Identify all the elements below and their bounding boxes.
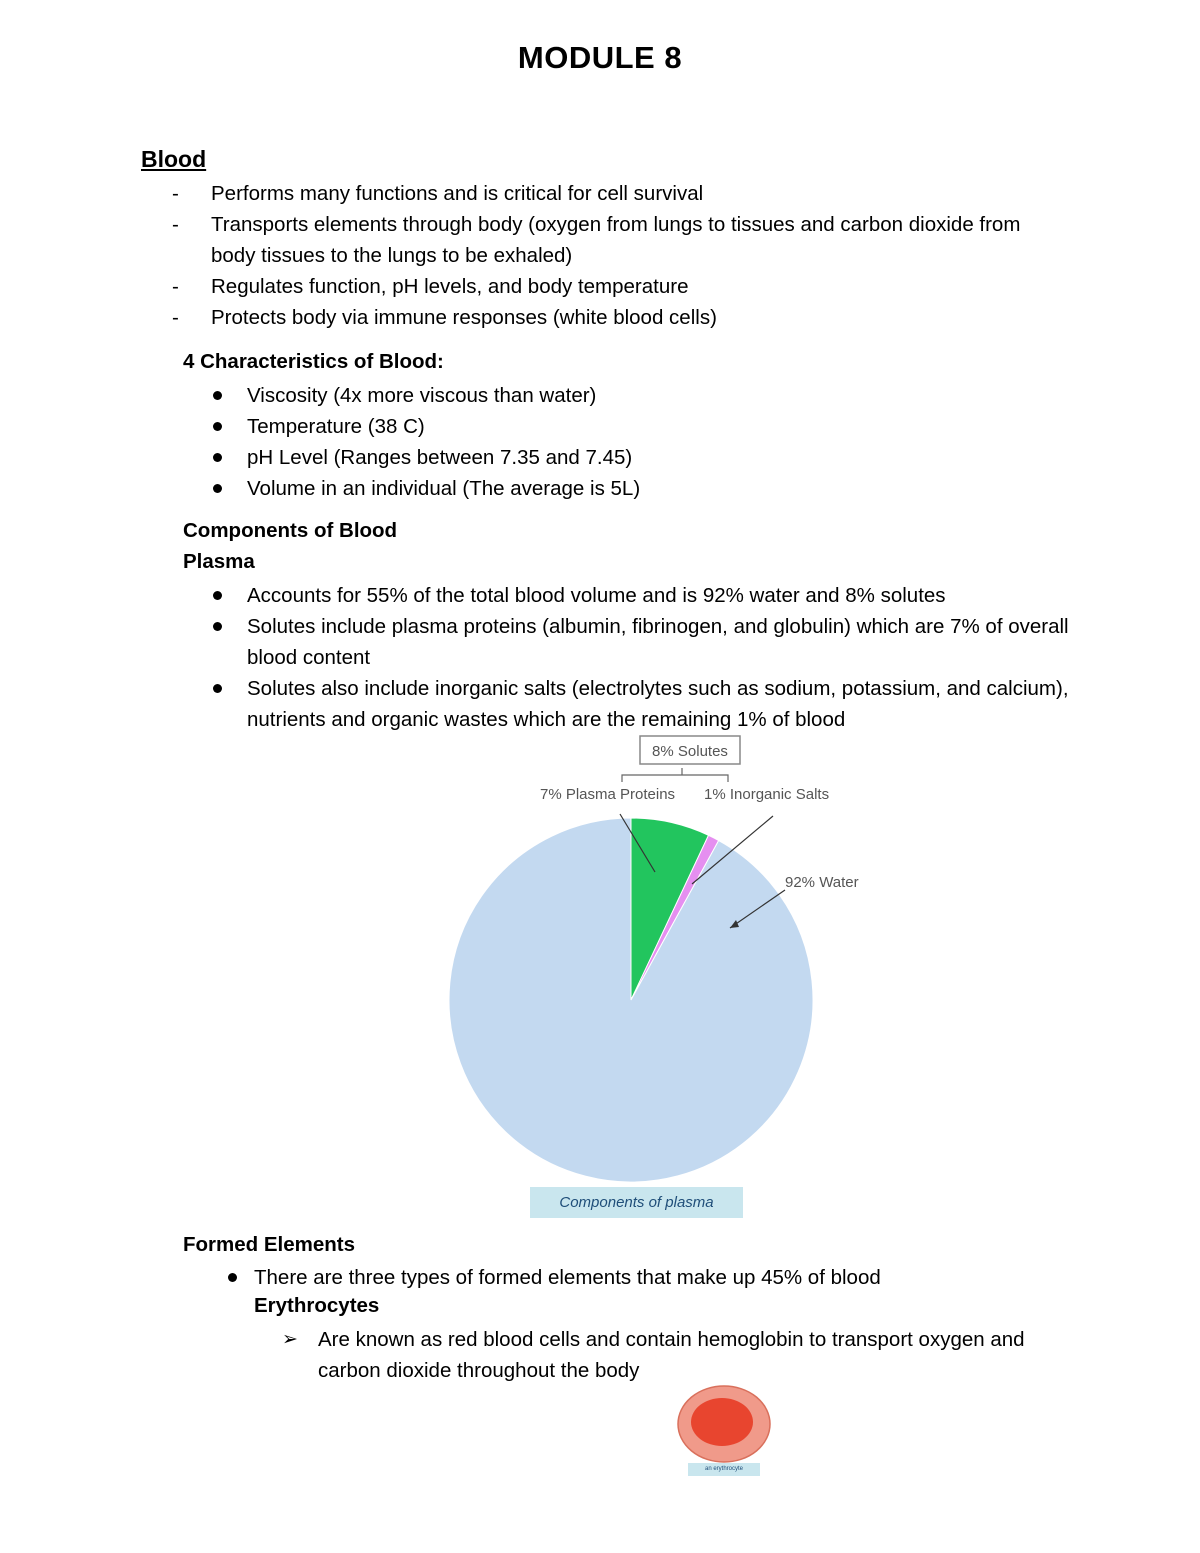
list-item xyxy=(210,380,1070,411)
bullet-icon xyxy=(213,453,222,462)
page-title: MODULE 8 xyxy=(517,40,683,75)
characteristics-list xyxy=(210,380,1070,504)
chart-caption: Components of plasma xyxy=(530,1187,743,1218)
blood-function-list xyxy=(172,178,1052,333)
list-item xyxy=(210,611,1070,673)
list-item-text: Accounts for 55% of the total blood volume and is 92% water and 8% solutes xyxy=(247,584,946,607)
pie-label-water: 92% Water xyxy=(785,874,859,891)
components-heading: Components of Blood xyxy=(183,519,398,542)
list-item xyxy=(210,673,1070,735)
list-item xyxy=(210,473,1070,504)
list-item-text: Performs many functions and is critical for cell survival xyxy=(211,182,704,205)
list-item xyxy=(282,1324,1042,1386)
arrow-bullet-icon: ➢ xyxy=(282,1329,298,1350)
list-item-text: Regulates function, pH levels, and body temperature xyxy=(211,275,689,298)
dash-marker: - xyxy=(172,306,179,329)
solutes-bracket xyxy=(622,768,728,782)
list-item xyxy=(210,411,1070,442)
pie-label-plasma-proteins: 7% Plasma Proteins xyxy=(540,786,676,803)
red-blood-cell-image xyxy=(676,1384,772,1464)
bullet-icon xyxy=(228,1273,237,1282)
plasma-pie-chart xyxy=(430,730,859,1220)
list-item-text: Temperature (38 C) xyxy=(247,415,425,438)
plasma-heading: Plasma xyxy=(183,550,255,573)
bullet-icon xyxy=(213,484,222,493)
characteristics-heading: 4 Characteristics of Blood: xyxy=(183,350,444,373)
list-item-text: There are three types of formed elements that make up 45% of blood xyxy=(254,1266,881,1289)
list-item xyxy=(172,271,1052,302)
list-item-text: Transports elements through body (oxygen from lungs to tissues and carbon dioxide from body tissues to the lungs to be exhaled) xyxy=(211,213,1021,267)
dash-marker: - xyxy=(172,182,179,205)
list-item-text: Protects body via immune responses (white blood cells) xyxy=(211,306,717,329)
dash-marker: - xyxy=(172,275,179,298)
pie-chart-svg xyxy=(430,730,859,1220)
pie-label-inorganic-salts: 1% Inorganic Salts xyxy=(704,786,830,803)
bullet-icon xyxy=(213,391,222,400)
list-item xyxy=(172,209,1052,271)
dash-marker: - xyxy=(172,213,179,236)
bullet-icon xyxy=(213,422,222,431)
list-item-text: Volume in an individual (The average is 5L) xyxy=(247,477,641,500)
formed-elements-list xyxy=(210,1262,1070,1293)
list-item xyxy=(172,302,1052,333)
list-item xyxy=(210,442,1070,473)
list-item-text: Solutes also include inorganic salts (electrolytes such as sodium, potassium, and calcium), nutrients and organic wastes which are the remaining 1% of blood xyxy=(247,677,1069,731)
list-item-text: Solutes include plasma proteins (albumin, fibrinogen, and globulin) which are 7% of overall blood content xyxy=(247,615,1069,669)
rbc-inner xyxy=(691,1398,753,1446)
formed-elements-heading: Formed Elements xyxy=(183,1233,356,1256)
bullet-icon xyxy=(213,622,222,631)
plasma-list xyxy=(210,580,1070,735)
erythrocytes-heading: Erythrocytes xyxy=(254,1294,380,1317)
blood-heading: Blood xyxy=(141,146,207,172)
list-item-text: Viscosity (4x more viscous than water) xyxy=(247,384,597,407)
pie-slice-water xyxy=(449,818,813,1182)
list-item xyxy=(210,580,1070,611)
list-item-text: pH Level (Ranges between 7.35 and 7.45) xyxy=(247,446,633,469)
erythrocytes-list xyxy=(282,1324,1042,1386)
list-item xyxy=(210,1262,1070,1293)
list-item xyxy=(172,178,1052,209)
rbc-caption: an erythrocyte xyxy=(688,1463,760,1476)
bullet-icon xyxy=(213,591,222,600)
list-item-text: Are known as red blood cells and contain hemoglobin to transport oxygen and carbon dioxide throughout the body xyxy=(318,1328,1025,1382)
solutes-label: 8% Solutes xyxy=(652,743,728,760)
bullet-icon xyxy=(213,684,222,693)
